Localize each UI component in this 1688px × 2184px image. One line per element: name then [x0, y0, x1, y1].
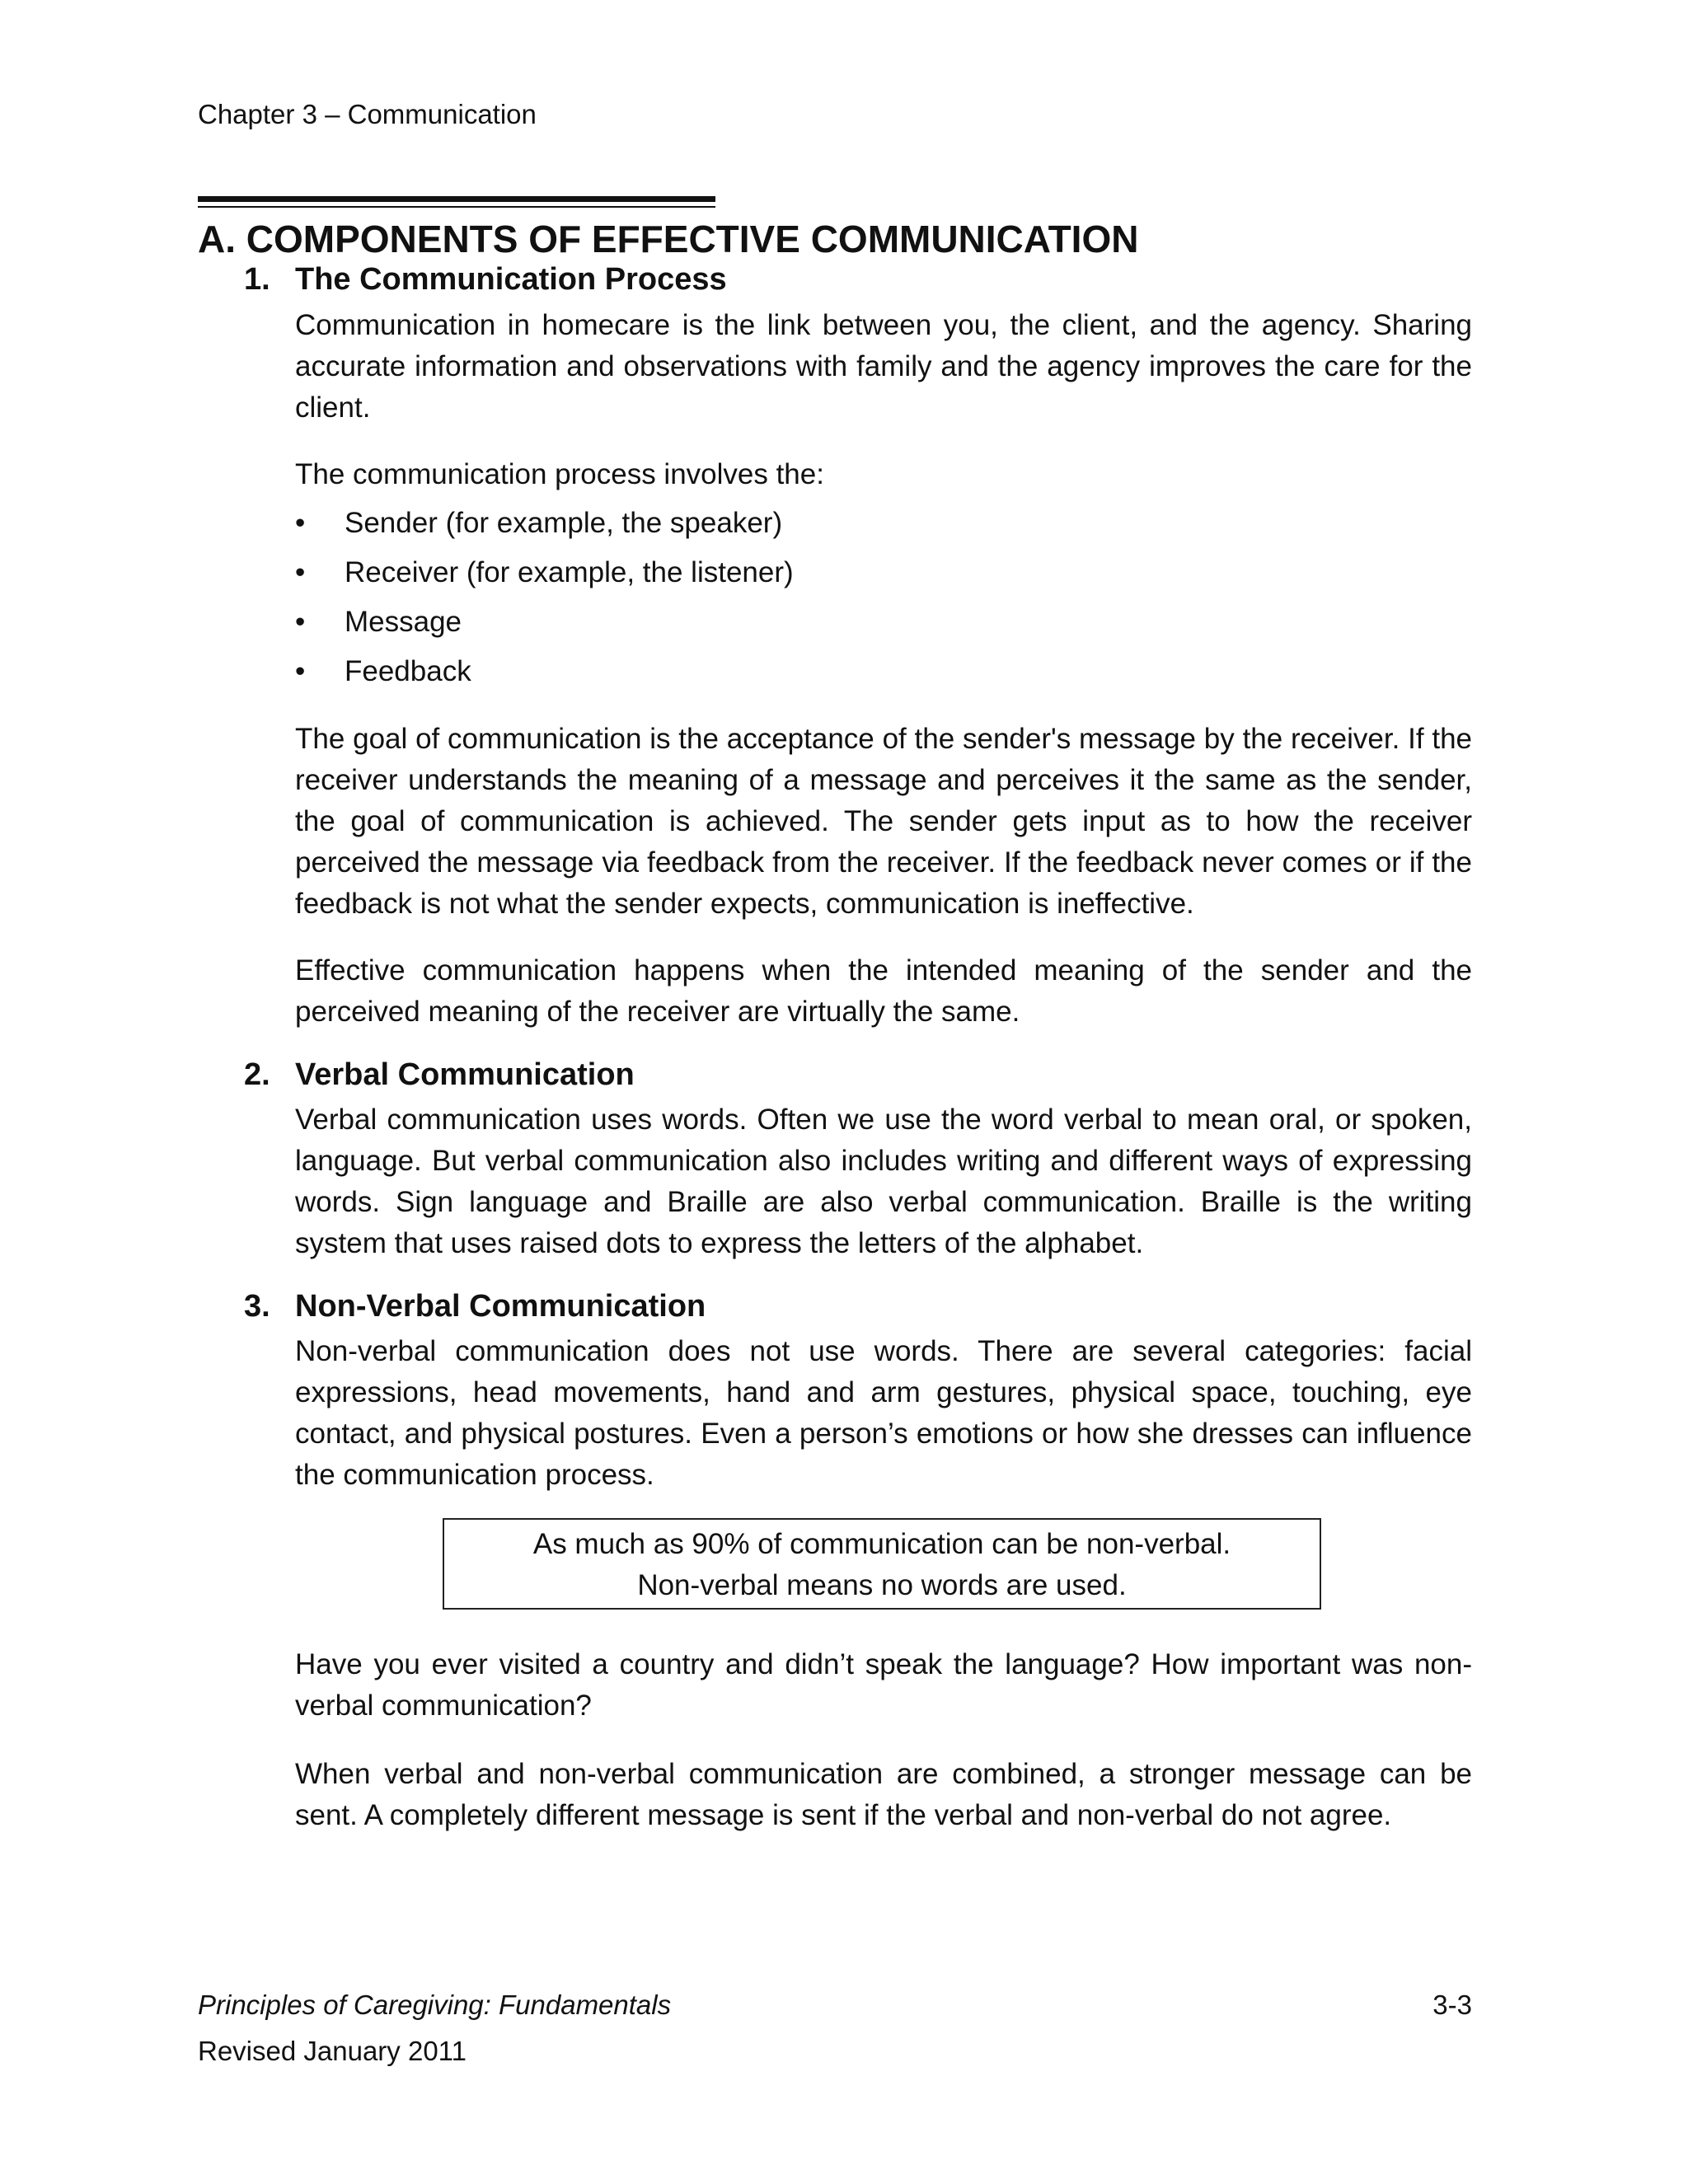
paragraph: Verbal communication uses words. Often we use the word verbal to mean oral, or spoken, language. But verbal communication also includes writing and different ways of expressing words. Sign language and Braille are also verbal communication. Braille is the writing system that uses raised dots to express the letters of the alphabet. [295, 1104, 1472, 1259]
callout-line: As much as 90% of communication can be non-verbal. [532, 1528, 1231, 1560]
paragraph: Have you ever visited a country and didn’t speak the language? How important was non-verbal communication? [295, 1648, 1472, 1722]
list-item-text: Message [345, 606, 462, 638]
paragraph: Communication in homecare is the link between you, the client, and the agency. Sharing accurate information and observations with family and the agency improves the care for the client. [295, 309, 1472, 424]
item-title: Non-Verbal Communication [295, 1289, 706, 1324]
page-number: 3-3 [1432, 1990, 1472, 2020]
footer-book-title: Principles of Caregiving: Fundamentals [198, 1990, 672, 2020]
section-rule-thin [198, 206, 715, 208]
paragraph: The goal of communication is the acceptance of the sender's message by the receiver. If the receiver understands the meaning of a message and perceives it the same as the sender, the goal of communication is achieved. The sender gets input as to how the receiver perceived the message via feedback from the receiver. If the feedback never comes or if the feedback is not what the sender expects, communication is ineffective. [295, 723, 1472, 920]
list-item [295, 598, 1472, 647]
item-title: The Communication Process [295, 262, 727, 297]
paragraph: Non-verbal communication does not use words. There are several categories: facial expressions, head movements, hand and arm gestures, physical space, touching, eye contact, and physical postures. Even a person’s emotions or how she dresses can influence the communication process. [295, 1335, 1472, 1491]
bullet-icon: • [295, 655, 306, 687]
item-number: 2. [244, 1057, 270, 1092]
list-item [295, 548, 1472, 598]
running-header: Chapter 3 – Communication [198, 99, 537, 129]
callout-line: Non-verbal means no words are used. [637, 1569, 1127, 1601]
callout-box [443, 1518, 1321, 1610]
footer [198, 1982, 671, 2074]
item-title: Verbal Communication [295, 1057, 635, 1092]
bullet-icon: • [295, 507, 306, 539]
list-item-text: Sender (for example, the speaker) [345, 507, 783, 539]
section-title: A. COMPONENTS OF EFFECTIVE COMMUNICATION [198, 218, 1139, 260]
section-rule [198, 196, 715, 202]
list-item-text: Feedback [345, 655, 471, 687]
item-number: 3. [244, 1289, 270, 1324]
bullet-icon: • [295, 606, 306, 638]
list-item-text: Receiver (for example, the listener) [345, 556, 794, 588]
paragraph: The communication process involves the: [295, 458, 824, 490]
list-item [295, 499, 1472, 548]
footer-revised: Revised January 2011 [198, 2036, 467, 2066]
paragraph: Effective communication happens when the intended meaning of the sender and the perceived meaning of the receiver are virtually the same. [295, 954, 1472, 1028]
bullet-icon: • [295, 556, 306, 588]
bullet-list [295, 499, 1472, 696]
paragraph: When verbal and non-verbal communication are combined, a stronger message can be sent. A completely different message is sent if the verbal and non-verbal do not agree. [295, 1758, 1472, 1831]
list-item [295, 647, 1472, 696]
item-number: 1. [244, 262, 270, 297]
